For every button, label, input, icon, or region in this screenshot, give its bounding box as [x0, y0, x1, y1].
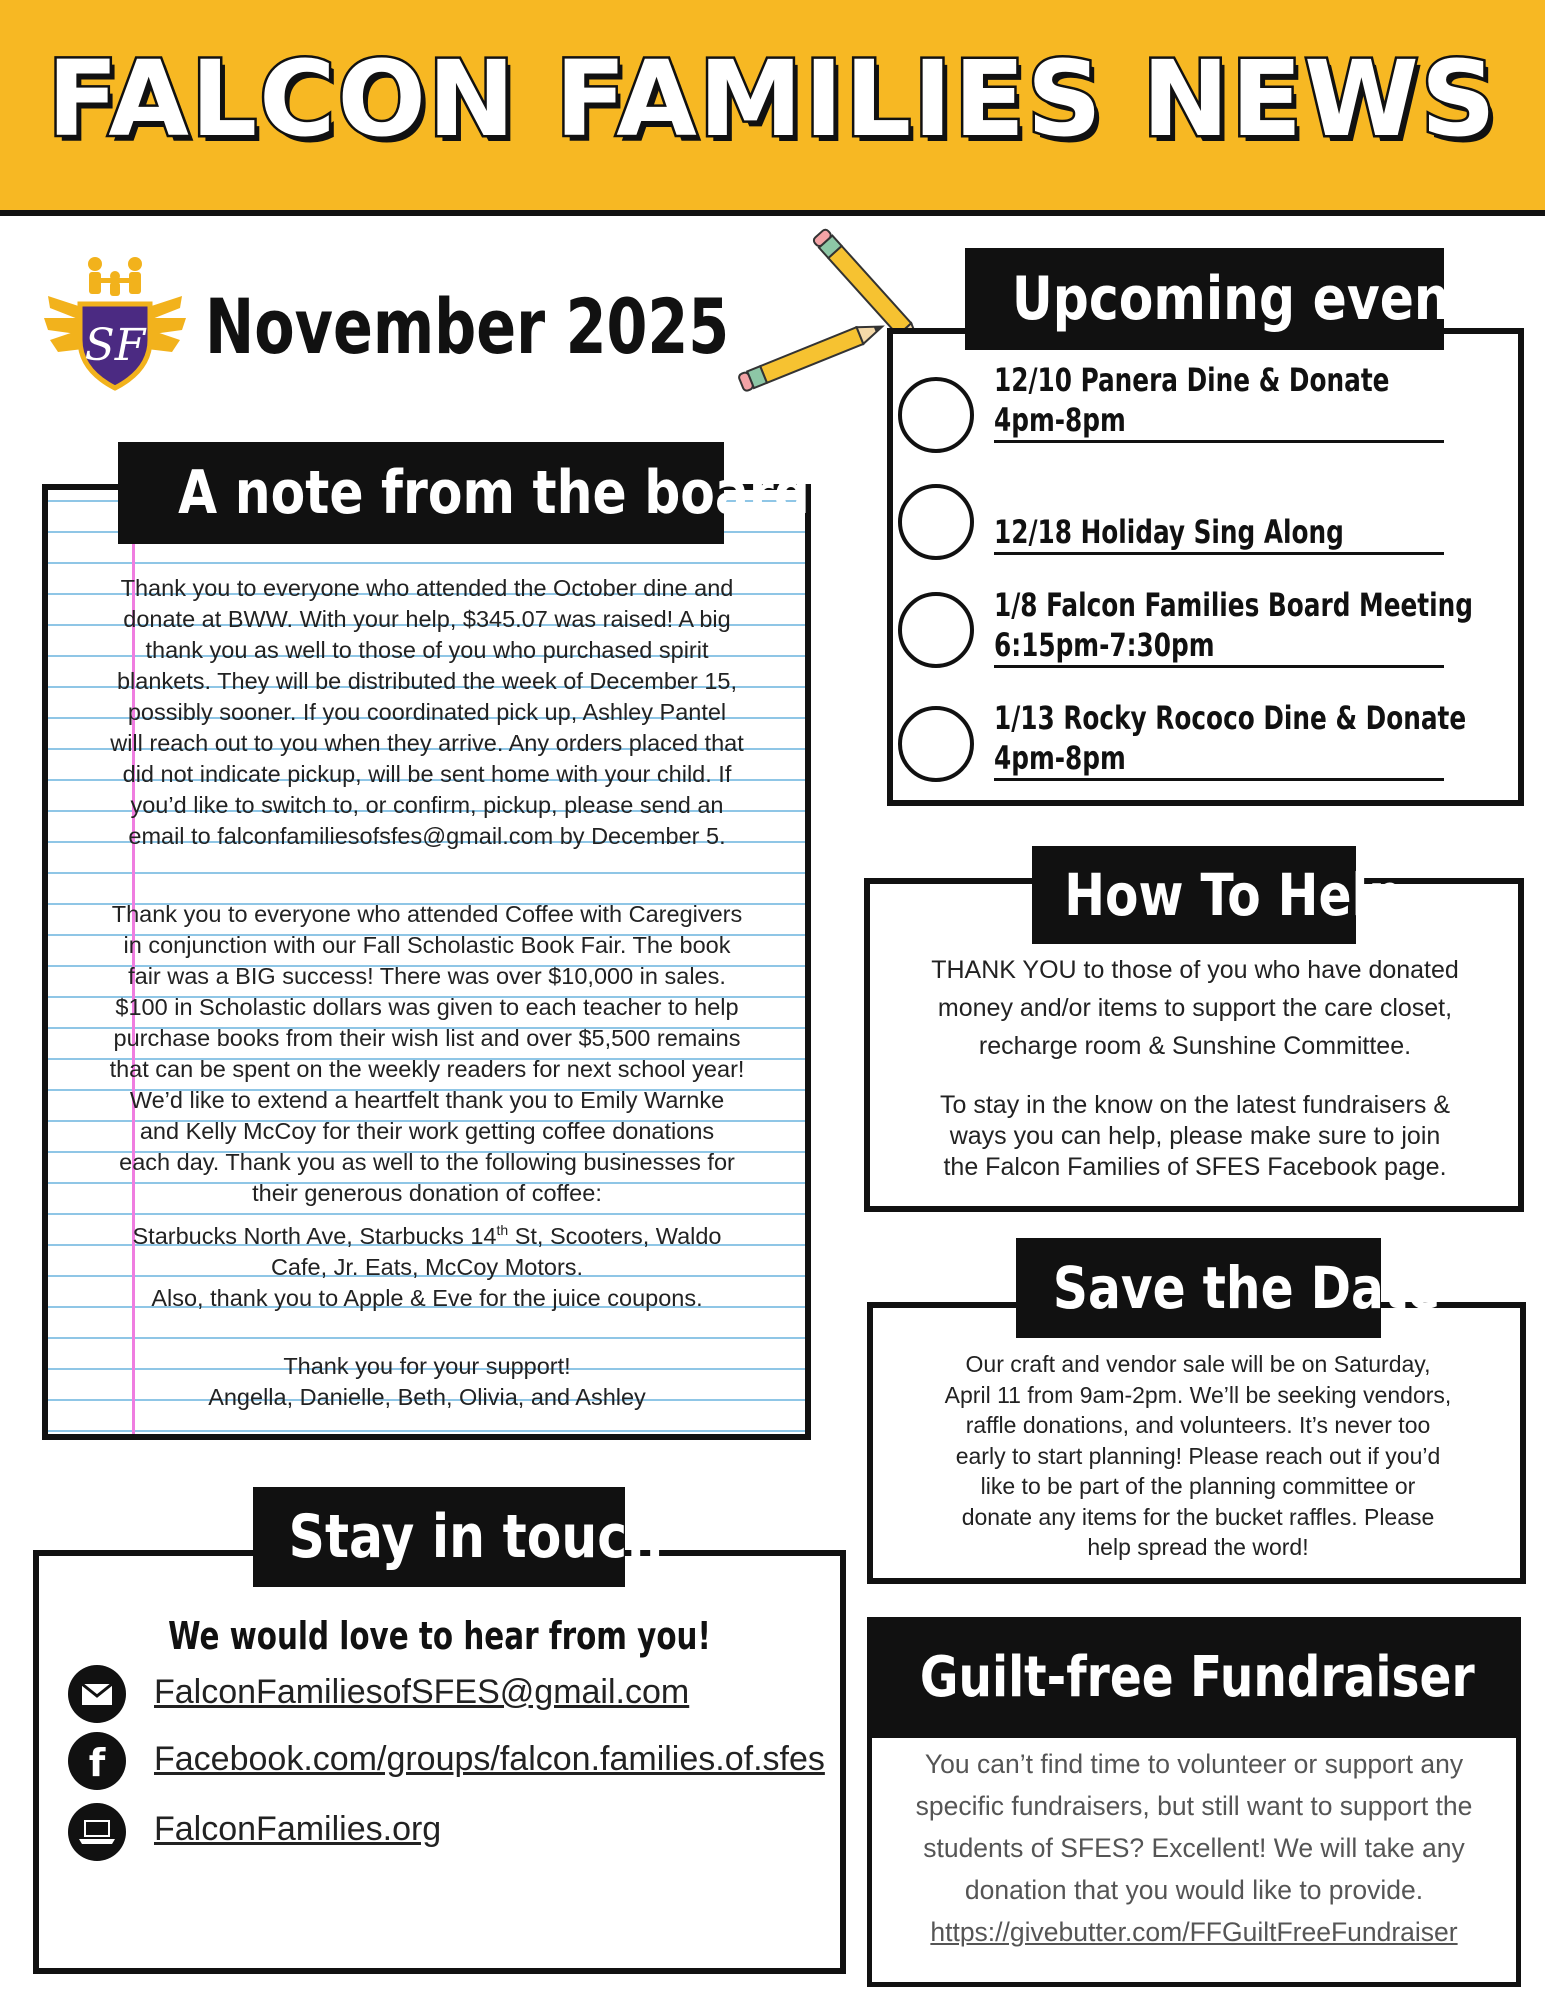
svg-text:SF: SF — [84, 320, 146, 371]
event-item: 1/13 Rocky Rococo Dine & Donate 4pm-8pm — [994, 698, 1444, 781]
givebutter-link[interactable]: https://givebutter.com/FFGuiltFreeFundraiser — [930, 1917, 1458, 1947]
board-note-businesses: Starbucks North Ave, Starbucks 14th St, Scooters, Waldo Cafe, Jr. Eats, McCoy Motors. Also, thank you to Apple & Eve for the juice coupons. — [132, 1222, 722, 1311]
board-note-heading: A note from the board — [118, 442, 724, 544]
upcoming-events-heading: Upcoming events — [965, 248, 1444, 350]
guilt-free-text: You can’t find time to volunteer or support any specific fundraisers, but still want to support the students of SFES? Excellent! We will take any donation that you would like to provide. https://givebutter.com/FFGuiltFreeFundraiser — [915, 1749, 1473, 1947]
event-item: 12/18 Holiday Sing Along — [994, 512, 1444, 555]
svg-text:f: f — [88, 1741, 106, 1785]
facebook-link[interactable]: Facebook.com/groups/falcon.families.of.sfes — [154, 1740, 825, 1778]
website-link[interactable]: FalconFamilies.org — [154, 1810, 442, 1848]
how-to-help-facebook-note: To stay in the know on the latest fundraisers & ways you can help, please make sure to join the Falcon Families of SFES Facebook page. — [940, 1091, 1450, 1181]
stay-in-touch-heading: Stay in touch — [253, 1487, 625, 1587]
event-checkbox[interactable] — [898, 377, 974, 453]
laptop-icon — [68, 1803, 126, 1861]
board-note-signoff: Thank you for your support! Angella, Danielle, Beth, Olivia, and Ashley — [208, 1353, 646, 1410]
event-checkbox[interactable] — [898, 484, 974, 560]
save-the-date-heading: Save the Date — [1016, 1238, 1381, 1338]
envelope-icon — [68, 1665, 126, 1723]
email-link[interactable]: FalconFamiliesofSFES@gmail.com — [154, 1673, 690, 1711]
guilt-free-heading: Guilt-free Fundraiser — [867, 1617, 1521, 1738]
event-item: 1/8 Falcon Families Board Meeting 6:15pm-7:30pm — [994, 585, 1444, 668]
issue-month: November 2025 — [205, 282, 730, 371]
how-to-help-thanks: THANK YOU to those of you who have donated money and/or items to support the care closet, recharge room & Sunshine Committee. — [931, 956, 1459, 1060]
event-checkbox[interactable] — [898, 592, 974, 668]
family-logo-icon — [40, 248, 190, 398]
save-the-date-text: Our craft and vendor sale will be on Saturday, April 11 from 9am-2pm. We’ll be seeking vendors, raffle donations, and volunteers. It’s never too early to start planning! Please reach out if you’d like to be part of the planning committee or donate any items for the bucket raffles. Please help spread the word! — [944, 1351, 1452, 1560]
pencil-icon — [735, 240, 885, 400]
board-note-paragraph-1: Thank you to everyone who attended the October dine and donate at BWW. With your help, $345.07 was raised! A big thank you as well to those of you who purchased spirit blankets. They will be distributed the week of December 15, possibly sooner. If you coordinated pick up, Ashley Pantel will reach out to you when they arrive. Any orders placed that did not indicate pickup, will be sent home with your child. If you’d like to switch to, or confirm, pickup, please send an email to falconfamiliesofsfes@gmail.com by December 5. — [110, 575, 744, 849]
event-item: 12/10 Panera Dine & Donate 4pm-8pm — [994, 360, 1444, 443]
board-note-paragraph-2: Thank you to everyone who attended Coffee with Caregivers in conjunction with our Fall Scholastic Book Fair. The book fair was a BIG success! There was over $10,000 in sales. $100 in Scholastic dollars was given to each teacher to help purchase books from their wish list and over $5,500 remains that can be spent on the weekly readers for next school year! We’d like to extend a heartfelt thank you to Emily Warnke and Kelly McCoy for their work getting coffee donations each day. Thank you as well to the following businesses for their generous donation of coffee: — [109, 901, 745, 1206]
newsletter-title: FALCON FAMILIES NEWS — [47, 38, 1498, 160]
stay-in-touch-subtitle: We would love to hear from you! — [168, 1614, 711, 1658]
how-to-help-heading: How To Help — [1032, 846, 1356, 944]
facebook-icon — [68, 1732, 126, 1790]
event-checkbox[interactable] — [898, 706, 974, 782]
